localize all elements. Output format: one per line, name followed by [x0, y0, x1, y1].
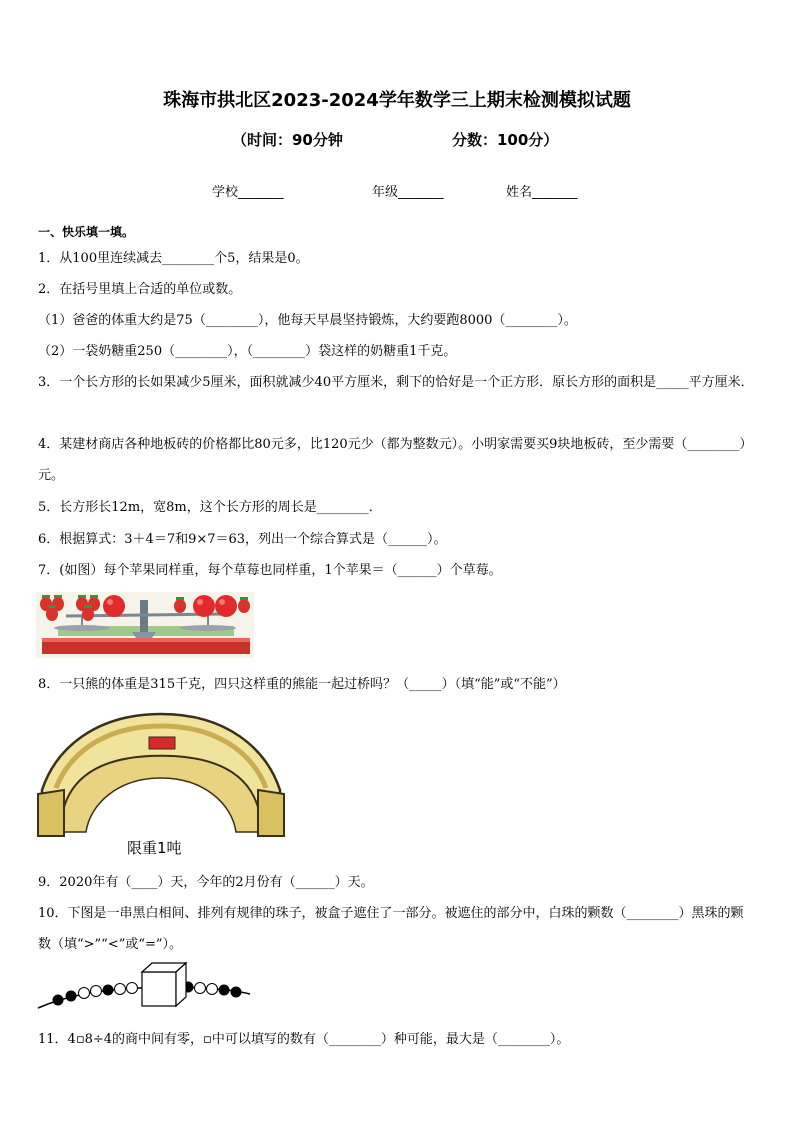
- grade-field: 年级_______: [372, 185, 444, 200]
- question-2-part-2: （2）一袋奶糖重250（________），（________）袋这样的奶糖重1千克。: [38, 344, 457, 359]
- question-11: 11．4▫8÷4的商中间有零，▫中可以填写的数有（________）种可能，最大是（________）。: [38, 1032, 570, 1047]
- exam-score: 分数：100分）: [452, 131, 559, 149]
- school-field: 学校_______: [212, 185, 284, 200]
- weight-limit-label: 限重1吨: [127, 839, 182, 857]
- covering-box-icon: [142, 963, 186, 1006]
- question-7: 7．(如图）每个苹果同样重，每个草莓也同样重，1个苹果＝（______）个草莓。: [38, 563, 502, 578]
- name-field: 姓名_______: [506, 185, 578, 200]
- weight-limit-sign-icon: [149, 737, 175, 749]
- question-5: 5．长方形长12m，宽8m，这个长方形的周长是________．: [38, 500, 382, 515]
- question-3: 3．一个长方形的长如果减少5厘米，面积就减少40平方厘米，剩下的恰好是一个正方形．原长方形的面积是_____平方厘米．: [38, 375, 754, 390]
- question-2-part-1: （1）爸爸的体重大约是75（________），他每天早晨坚持锻炼，大约要跑8000（________）。: [38, 313, 577, 328]
- section-heading: 一、快乐填一填。: [38, 225, 135, 239]
- question-10: 10．下图是一串黑白相间、排列有规律的珠子，被盒子遮住了一部分。被遮住的部分中，白珠的颗数（________）黑珠的颗数（填“>”“<”或“=”）。: [38, 906, 744, 952]
- question-8: 8．一只熊的体重是315千克，四只这样重的熊能一起过桥吗？（_____）（填“能”或“不能”）: [38, 677, 566, 692]
- question-4: 4．某建材商店各种地板砖的价格都比80元多，比120元少（都为整数元）。小明家需要买9块地板砖，至少需要（________）元。: [38, 437, 753, 483]
- beads-image: [36, 960, 252, 1010]
- exam-time: （时间：90分钟: [232, 131, 343, 149]
- balance-scale-image: [36, 592, 254, 658]
- question-9: 9．2020年有（____）天，今年的2月份有（______）天。: [38, 875, 374, 890]
- question-6: 6．根据算式：3＋4＝7和9×7＝63，列出一个综合算式是（______）。: [38, 532, 447, 547]
- question-1: 1．从100里连续减去________个5，结果是0。: [38, 251, 309, 266]
- page-title: 珠海市拱北区2023-2024学年数学三上期末检测模拟试题: [163, 90, 631, 111]
- question-2: 2．在括号里填上合适的单位或数。: [38, 282, 242, 297]
